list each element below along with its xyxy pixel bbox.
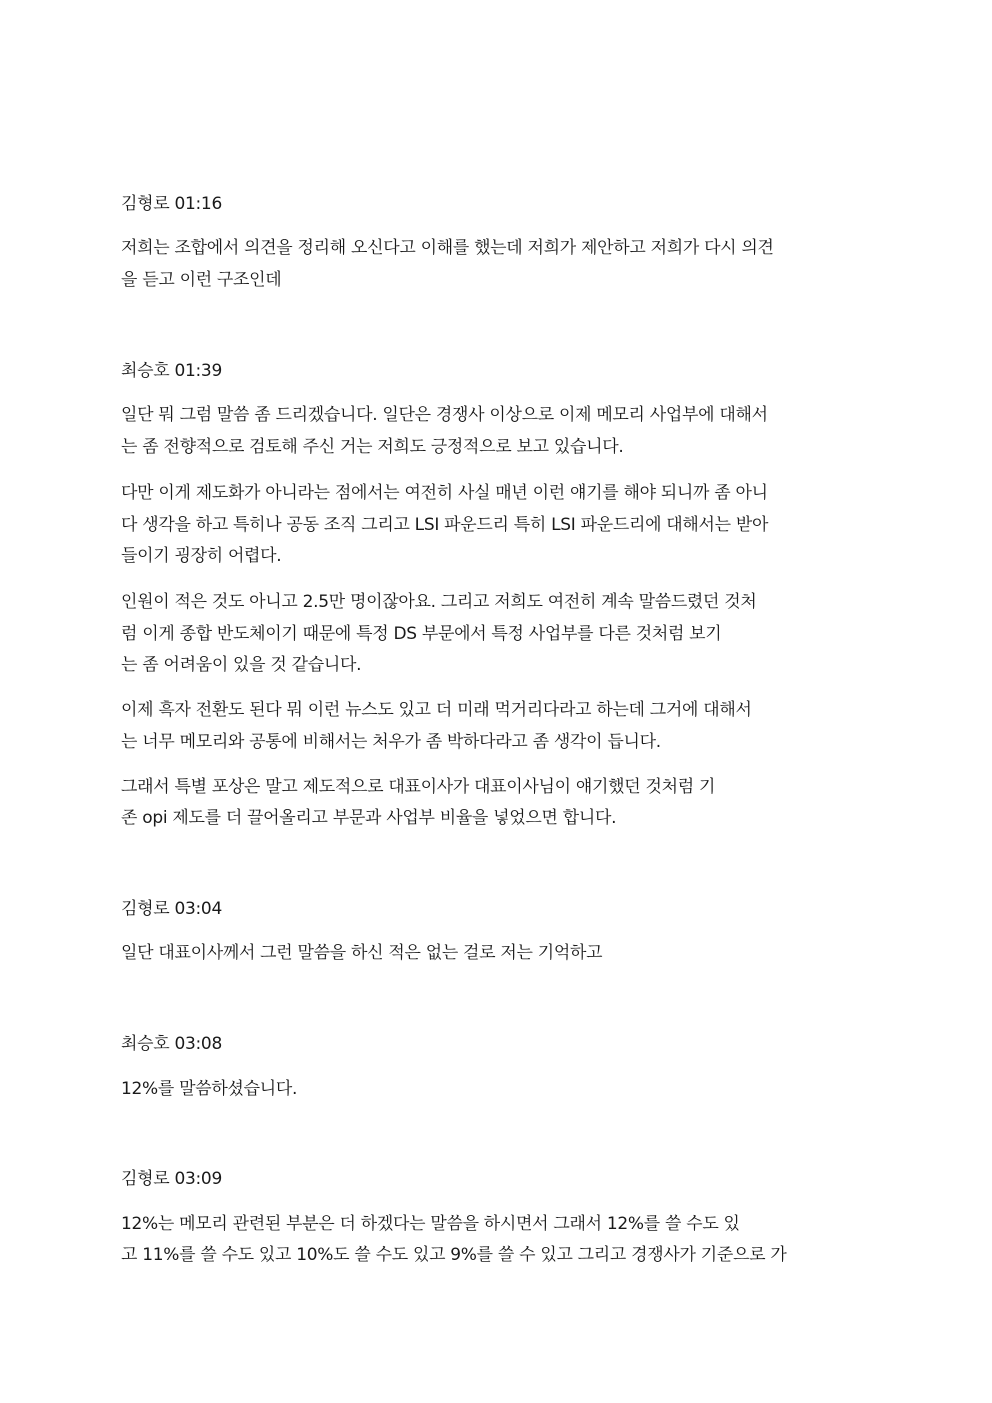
transcript-line: 그래서 특별 포상은 말고 제도적으로 대표이사가 대표이사님이 얘기했던 것처럼 기	[121, 777, 716, 797]
transcript-line: 이제 흑자 전환도 된다 뭐 이런 뉴스도 있고 더 미래 먹거리다라고 하는데 그거에 대해서	[121, 700, 752, 720]
speaker-timestamp: 최승호 03:08	[121, 1034, 222, 1054]
transcript-line: 럼 이게 종합 반도체이기 때문에 특정 DS 부문에서 특정 사업부를 다른 것처럼 보기	[121, 624, 722, 644]
speaker-timestamp: 김형로 03:09	[121, 1169, 222, 1189]
transcript-line: 다만 이게 제도화가 아니라는 점에서는 여전히 사실 매년 이런 얘기를 해야 되니까 좀 아니	[121, 483, 768, 503]
transcript-line: 12%는 메모리 관련된 부분은 더 하겠다는 말씀을 하시면서 그래서 12%를 쓸 수도 있	[121, 1214, 740, 1234]
transcript-line: 는 좀 전향적으로 검토해 주신 거는 저희도 긍정적으로 보고 있습니다.	[121, 437, 624, 457]
transcript-line: 일단 뭐 그럼 말씀 좀 드리겠습니다. 일단은 경쟁사 이상으로 이제 메모리 사업부에 대해서	[121, 405, 768, 425]
speaker-timestamp: 최승호 01:39	[121, 361, 222, 381]
transcript-line: 는 좀 어려움이 있을 것 같습니다.	[121, 655, 362, 675]
transcript-line: 는 너무 메모리와 공통에 비해서는 처우가 좀 박하다라고 좀 생각이 듭니다.	[121, 732, 661, 752]
transcript-line: 다 생각을 하고 특히나 공동 조직 그리고 LSI 파운드리 특히 LSI 파운드리에 대해서는 받아	[121, 515, 769, 535]
transcript-line: 12%를 말씀하셨습니다.	[121, 1079, 298, 1099]
transcript-line: 일단 대표이사께서 그런 말씀을 하신 적은 없는 걸로 저는 기억하고	[121, 943, 603, 963]
transcript-line: 인원이 적은 것도 아니고 2.5만 명이잖아요. 그리고 저희도 여전히 계속 말씀드렸던 것처	[121, 592, 757, 612]
speaker-timestamp: 김형로 01:16	[121, 194, 222, 214]
transcript-line: 들이기 굉장히 어렵다.	[121, 546, 282, 566]
transcript-line: 존 opi 제도를 더 끌어올리고 부문과 사업부 비율을 넣었으면 합니다.	[121, 808, 617, 828]
transcript-line: 을 듣고 이런 구조인데	[121, 270, 282, 290]
speaker-timestamp: 김형로 03:04	[121, 899, 222, 919]
transcript-line: 저희는 조합에서 의견을 정리해 오신다고 이해를 했는데 저희가 제안하고 저희가 다시 의견	[121, 238, 774, 258]
transcript-line: 고 11%를 쓸 수도 있고 10%도 쓸 수도 있고 9%를 쓸 수 있고 그리고 경쟁사가 기준으로 가	[121, 1245, 787, 1265]
